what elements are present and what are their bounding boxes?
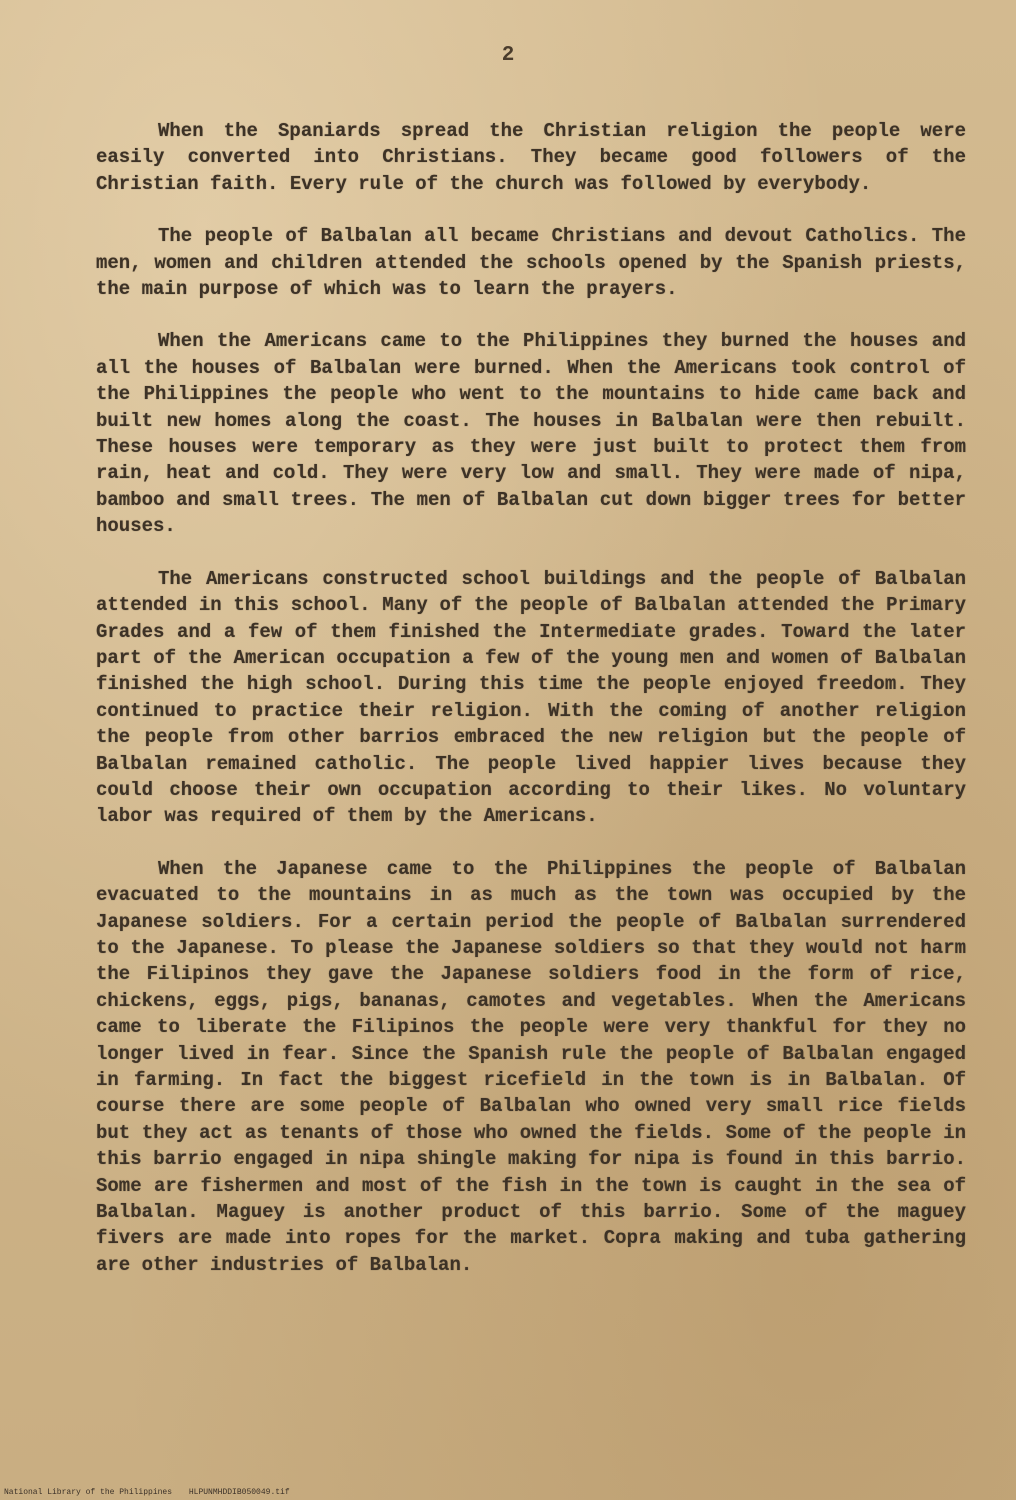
paragraph-japanese-occupation: When the Japanese came to the Philippines the people of Balbalan evacuated to the mountains in as much as the town was occupied by the Japanese soldiers. For a certain period the people of Balbalan surrendered to the Japanese. To please the Japanese soldiers so that they would not harm the Filipinos they gave the Japanese soldiers food in the form of rice, chickens, eggs, pigs, bananas, camotes and vegetables. When the Americans came to liberate the Filipinos the people were very thankful for they no longer lived in fear. Since the Spanish rule the people of Balbalan engaged in farming. In fact the biggest ricefield in the town is in Balbalan. Of course there are some people of Balbalan who owned very small rice fields but they act as tenants of those who owned the fields. Some of the people in this barrio engaged in nipa shingle making for nipa is found in this barrio. Some are fishermen and most of the fish in the town is caught in the sea of Balbalan. Maguey is another product of this barrio. Some of the maguey fivers are made into ropes for the market. Copra making and tuba gathering are other industries of Balbalan. — [96, 857, 966, 1276]
paragraph-american-schools: The Americans constructed school buildings and the people of Balbalan attended in this school. Many of the people of Balbalan attended the Primary Grades and a few of them finished the Intermediate grades. Toward the later part of the American occupation a few of the young men and women of Balbalan finished the high school. During this time the people enjoyed freedom. They continued to practice their religion. With the coming of another religion the people from other barrios embraced the new religion but the people of Balbalan remained catholic. The people lived happier lives because they could choose their own occupation according to their likes. No voluntary labor was required of them by the Americans. — [96, 567, 966, 828]
paragraph-catholics: The people of Balbalan all became Christians and devout Catholics. The men, women and children attended the schools opened by the Spanish priests, the main purpose of which was to learn the prayers. — [96, 225, 966, 301]
scan-footer — [4, 1488, 290, 1497]
page-number: 2 — [501, 44, 515, 67]
footer-filename: HLPUNMHDDIB050049.tif — [188, 1488, 290, 1497]
paragraph-spanish-religion: When the Spaniards spread the Christian religion the people were easily converted into Christians. They became good followers of the Christian faith. Every rule of the church was followed by everybody. — [96, 120, 966, 195]
footer-library: National Library of the Philippines — [4, 1488, 173, 1497]
paragraph-american-houses: When the Americans came to the Philippines they burned the houses and all the houses of Balbalan were burned. When the Americans took control of the Philippines the people who went to the mountains to hide came back and built new homes along the coast. The houses in Balbalan were then rebuilt. These houses were temporary as they were just built to protect them from rain, heat and cold. They were very low and small. They were made of nipa, bamboo and small trees. The men of Balbalan cut down bigger trees for better houses. — [96, 330, 966, 538]
document-body — [96, 118, 966, 1304]
